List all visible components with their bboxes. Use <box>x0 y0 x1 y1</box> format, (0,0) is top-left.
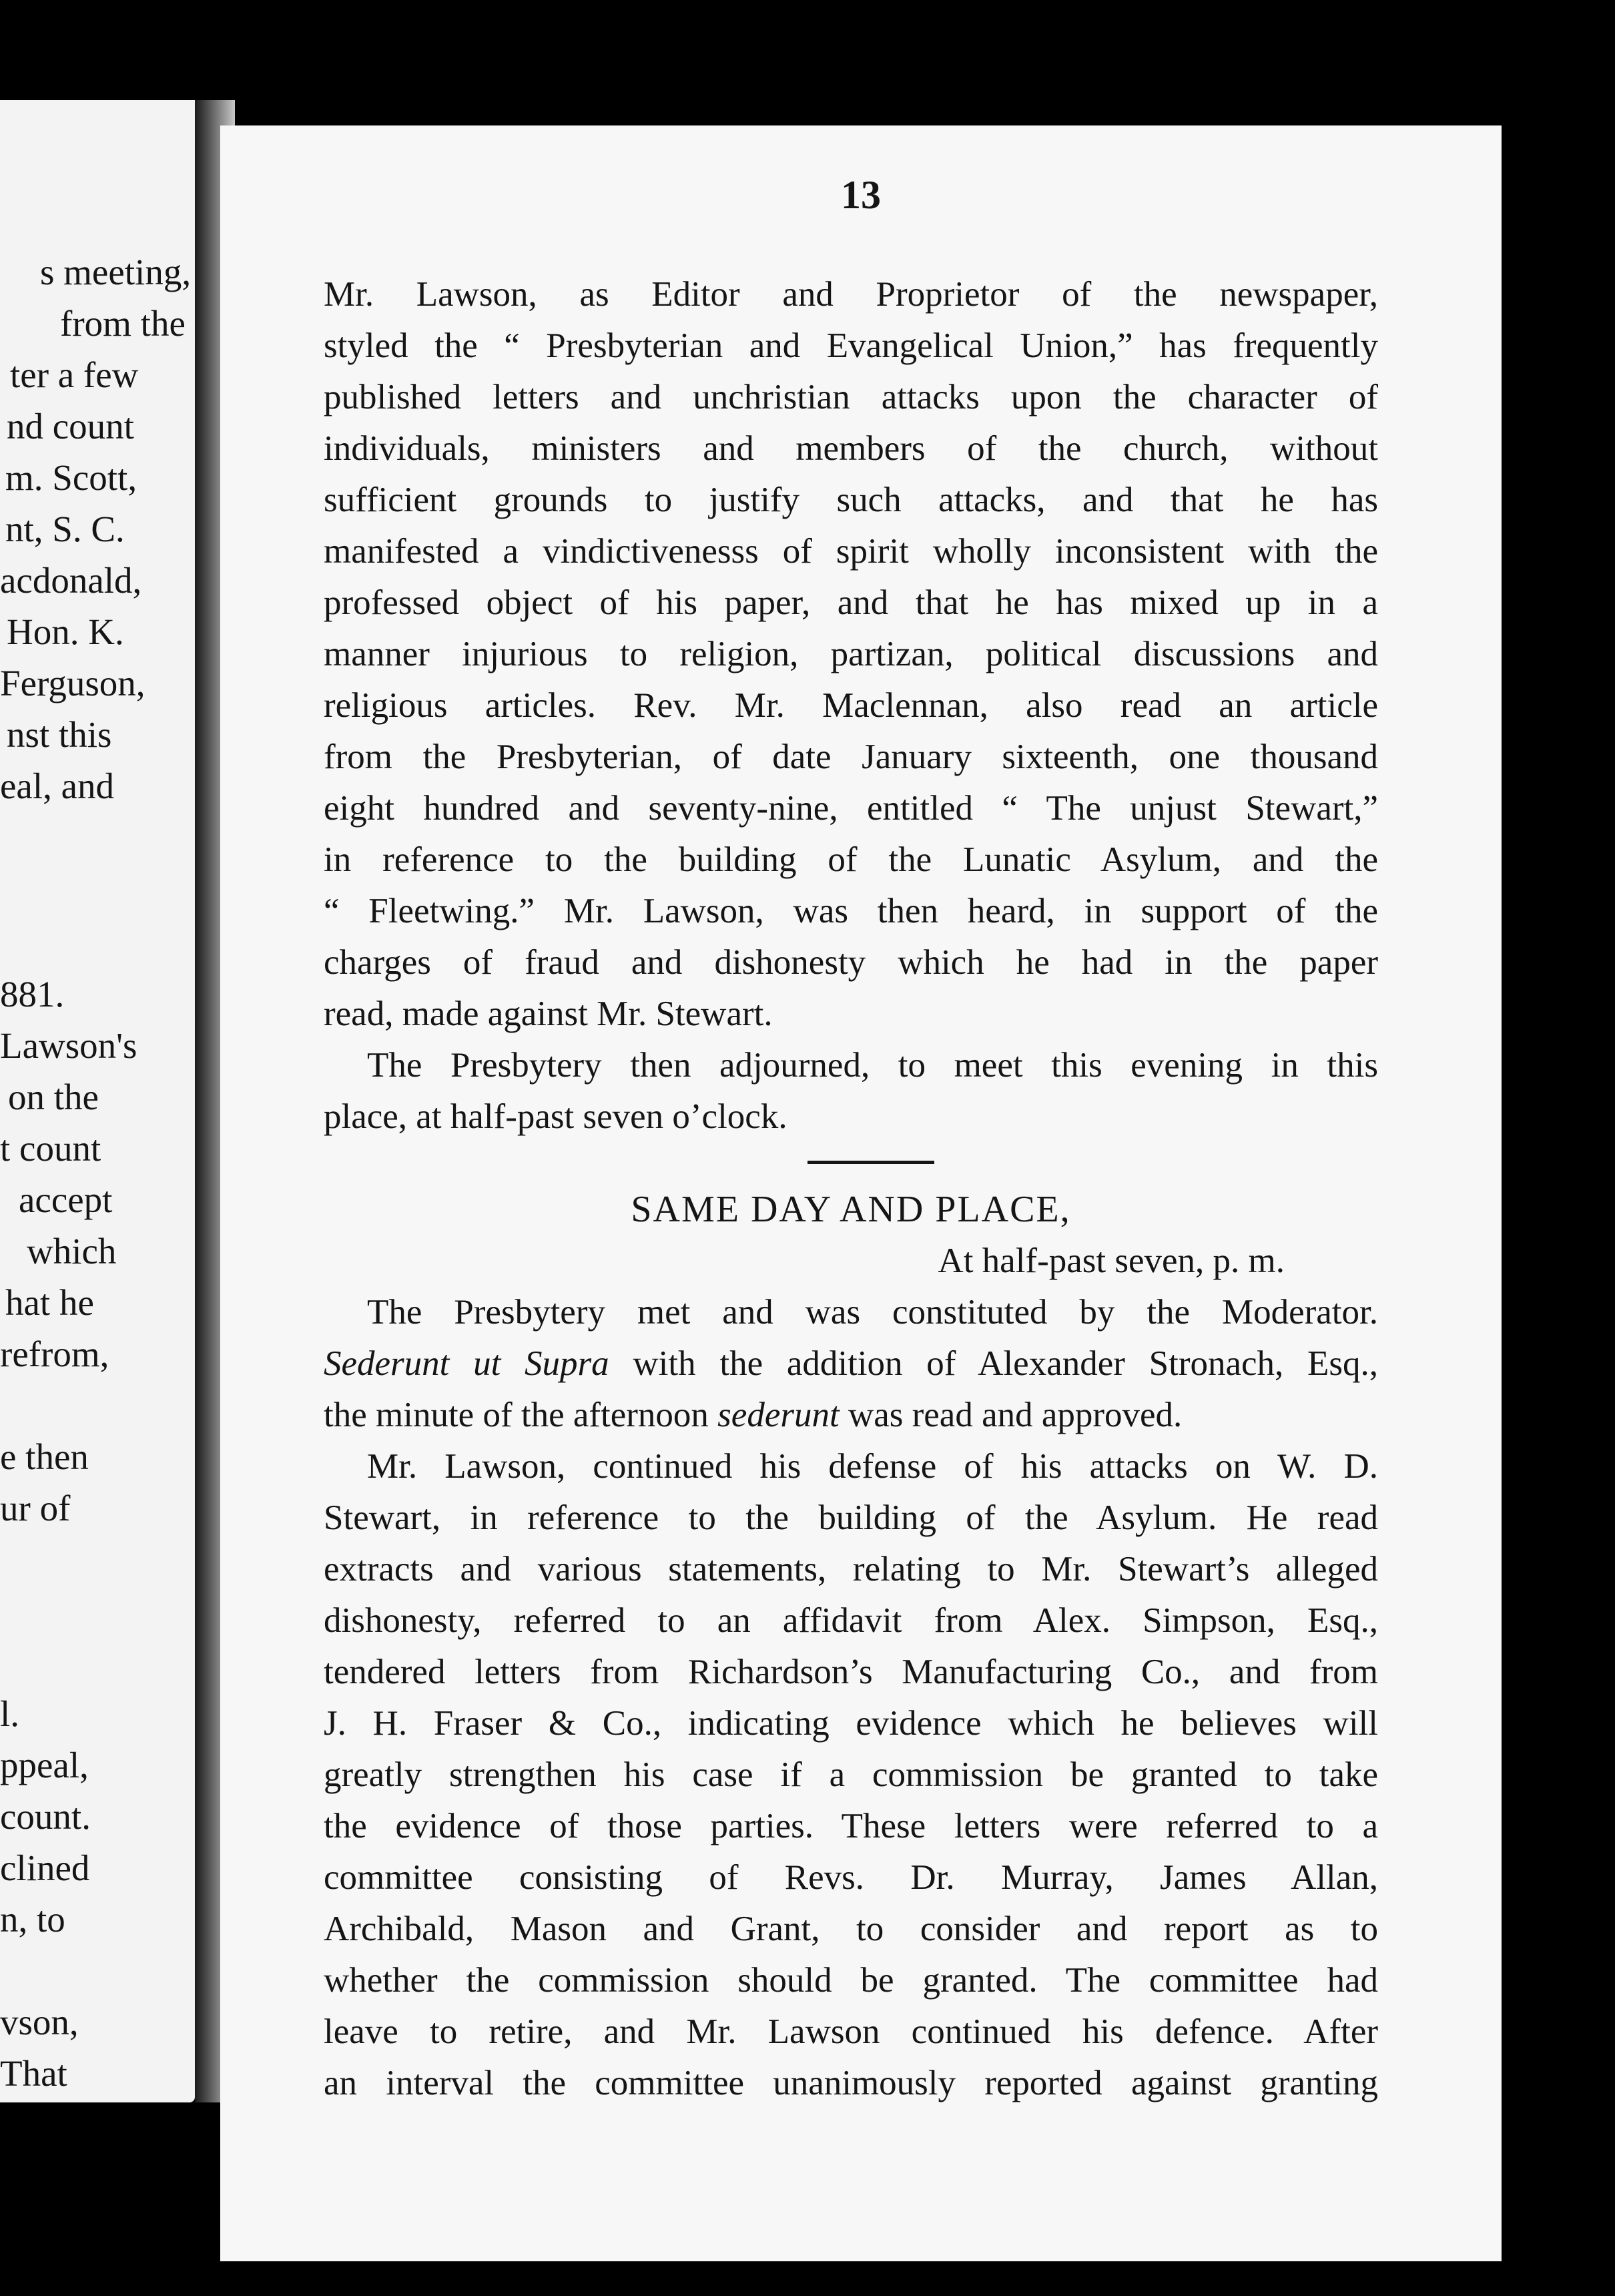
left-text-fragment: s meeting, <box>40 252 192 292</box>
left-text-fragment: count. <box>0 1796 91 1837</box>
left-page-fragment <box>0 100 195 2102</box>
left-text-fragment: ppeal, <box>0 1745 89 1785</box>
text-line: published letters and unchristian attacks upon the character of <box>324 378 1378 416</box>
text-line: read, made against Mr. Stewart. <box>324 994 773 1033</box>
left-text-fragment: nt, S. C. <box>5 509 125 549</box>
text-line: sufficient grounds to justify such attacks, and that he has <box>324 481 1378 519</box>
text-line: leave to retire, and Mr. Lawson continued his defence. After <box>324 2012 1378 2051</box>
left-text-fragment: Lawson's <box>0 1025 137 1066</box>
text-line: committee consisting of Revs. Dr. Murray, James Allan, <box>324 1858 1378 1897</box>
text-run: the minute of the afternoon <box>324 1396 718 1434</box>
text-line: “ Fleetwing.” Mr. Lawson, was then heard, in support of the <box>324 892 1378 930</box>
left-text-fragment: clined <box>0 1847 90 1888</box>
text-line: greatly strengthen his case if a commission be granted to take <box>324 1755 1378 1794</box>
italic-phrase: Sederunt ut Supra <box>324 1344 609 1383</box>
text-line: place, at half-past seven o’clock. <box>324 1097 787 1136</box>
text-line: religious articles. Rev. Mr. Maclennan, also read an article <box>324 686 1378 725</box>
text-line <box>324 1338 1378 1390</box>
paragraph-4 <box>324 1441 1378 2109</box>
text-line: tendered letters from Richardson’s Manufacturing Co., and from <box>324 1653 1378 1691</box>
page-body <box>324 269 1378 2109</box>
text-line: eight hundred and seventy-nine, entitled “ The unjust Stewart,” <box>324 789 1378 828</box>
section-heading: SAME DAY AND PLACE, <box>631 1189 1071 1230</box>
text-line: from the Presbyterian, of date January sixteenth, one thousand <box>324 738 1378 776</box>
text-line: individuals, ministers and members of the church, without <box>324 429 1378 468</box>
text-line: in reference to the building of the Lunatic Asylum, and the <box>324 840 1378 879</box>
text-line: the evidence of those parties. These letters were referred to a <box>324 1807 1378 1845</box>
text-line: charges of fraud and dishonesty which he had in the paper <box>324 943 1378 982</box>
left-text-fragment: l. <box>0 1693 20 1734</box>
text-line: professed object of his paper, and that he has mixed up in a <box>324 583 1378 622</box>
left-text-fragment: n, to <box>0 1899 65 1940</box>
text-line: manifested a vindictivenesss of spirit wholly inconsistent with the <box>324 532 1378 571</box>
text-run: was read and approved. <box>839 1396 1183 1434</box>
left-text-fragment: e then <box>0 1436 89 1477</box>
text-line: The Presbytery then adjourned, to meet this evening in this <box>367 1046 1378 1085</box>
left-text-fragment: hat he <box>5 1282 94 1323</box>
left-text-fragment: Ferguson, <box>0 663 145 703</box>
text-line: Mr. Lawson, continued his defense of his attacks on W. D. <box>367 1447 1378 1486</box>
text-line: Stewart, in reference to the building of the Asylum. He read <box>324 1498 1378 1537</box>
left-text-fragment: accept <box>19 1179 113 1220</box>
text-line: whether the commission should be granted. The committee had <box>324 1961 1378 2000</box>
left-text-fragment: vson, <box>0 2002 79 2042</box>
text-line: extracts and various statements, relating to Mr. Stewart’s alleged <box>324 1550 1378 1589</box>
left-text-fragment: That <box>0 2053 67 2094</box>
paragraph-1 <box>324 269 1378 1040</box>
text-run: with the addition of Alexander Stronach, Esq., <box>609 1344 1378 1383</box>
text-line: Archibald, Mason and Grant, to consider and report as to <box>324 1910 1378 1948</box>
text-line: styled the “ Presbyterian and Evangelical Union,” has frequently <box>324 326 1378 365</box>
left-text-fragment: nst this <box>7 714 112 755</box>
main-page <box>220 125 1502 2261</box>
paragraph-2 <box>324 1040 1378 1143</box>
text-line: manner injurious to religion, partizan, political discussions and <box>324 635 1378 673</box>
text-line: an interval the committee unanimously reported against granting <box>324 2064 1378 2102</box>
left-text-fragment: m. Scott, <box>5 457 137 498</box>
left-text-fragment: from the <box>60 303 186 344</box>
left-text-fragment: on the <box>8 1077 99 1117</box>
paragraph-3 <box>324 1287 1378 1441</box>
text-line: J. H. Fraser & Co., indicating evidence which he believes will <box>324 1704 1378 1743</box>
left-text-fragment: 881. <box>0 974 65 1015</box>
page-number: 13 <box>841 173 881 217</box>
section-subheading: At half-past seven, p. m. <box>938 1241 1285 1280</box>
left-text-fragment: ur of <box>0 1488 71 1528</box>
left-text-fragment: which <box>27 1231 117 1271</box>
left-text-fragment: Hon. K. <box>7 611 124 652</box>
left-text-fragment: eal, and <box>0 766 115 806</box>
left-text-fragment: nd count <box>7 406 134 447</box>
left-text-fragment: refrom, <box>0 1334 109 1374</box>
text-line: The Presbytery met and was constituted by the Moderator. <box>367 1293 1378 1332</box>
left-text-fragment: acdonald, <box>0 560 142 601</box>
text-line <box>324 1390 1378 1441</box>
left-text-fragment: ter a few <box>10 354 139 395</box>
section-divider <box>808 1161 934 1164</box>
text-line: dishonesty, referred to an affidavit from Alex. Simpson, Esq., <box>324 1601 1378 1640</box>
italic-phrase: sederunt <box>717 1396 840 1434</box>
left-text-fragment: t count <box>0 1128 101 1169</box>
text-line: Mr. Lawson, as Editor and Proprietor of the newspaper, <box>324 275 1378 314</box>
